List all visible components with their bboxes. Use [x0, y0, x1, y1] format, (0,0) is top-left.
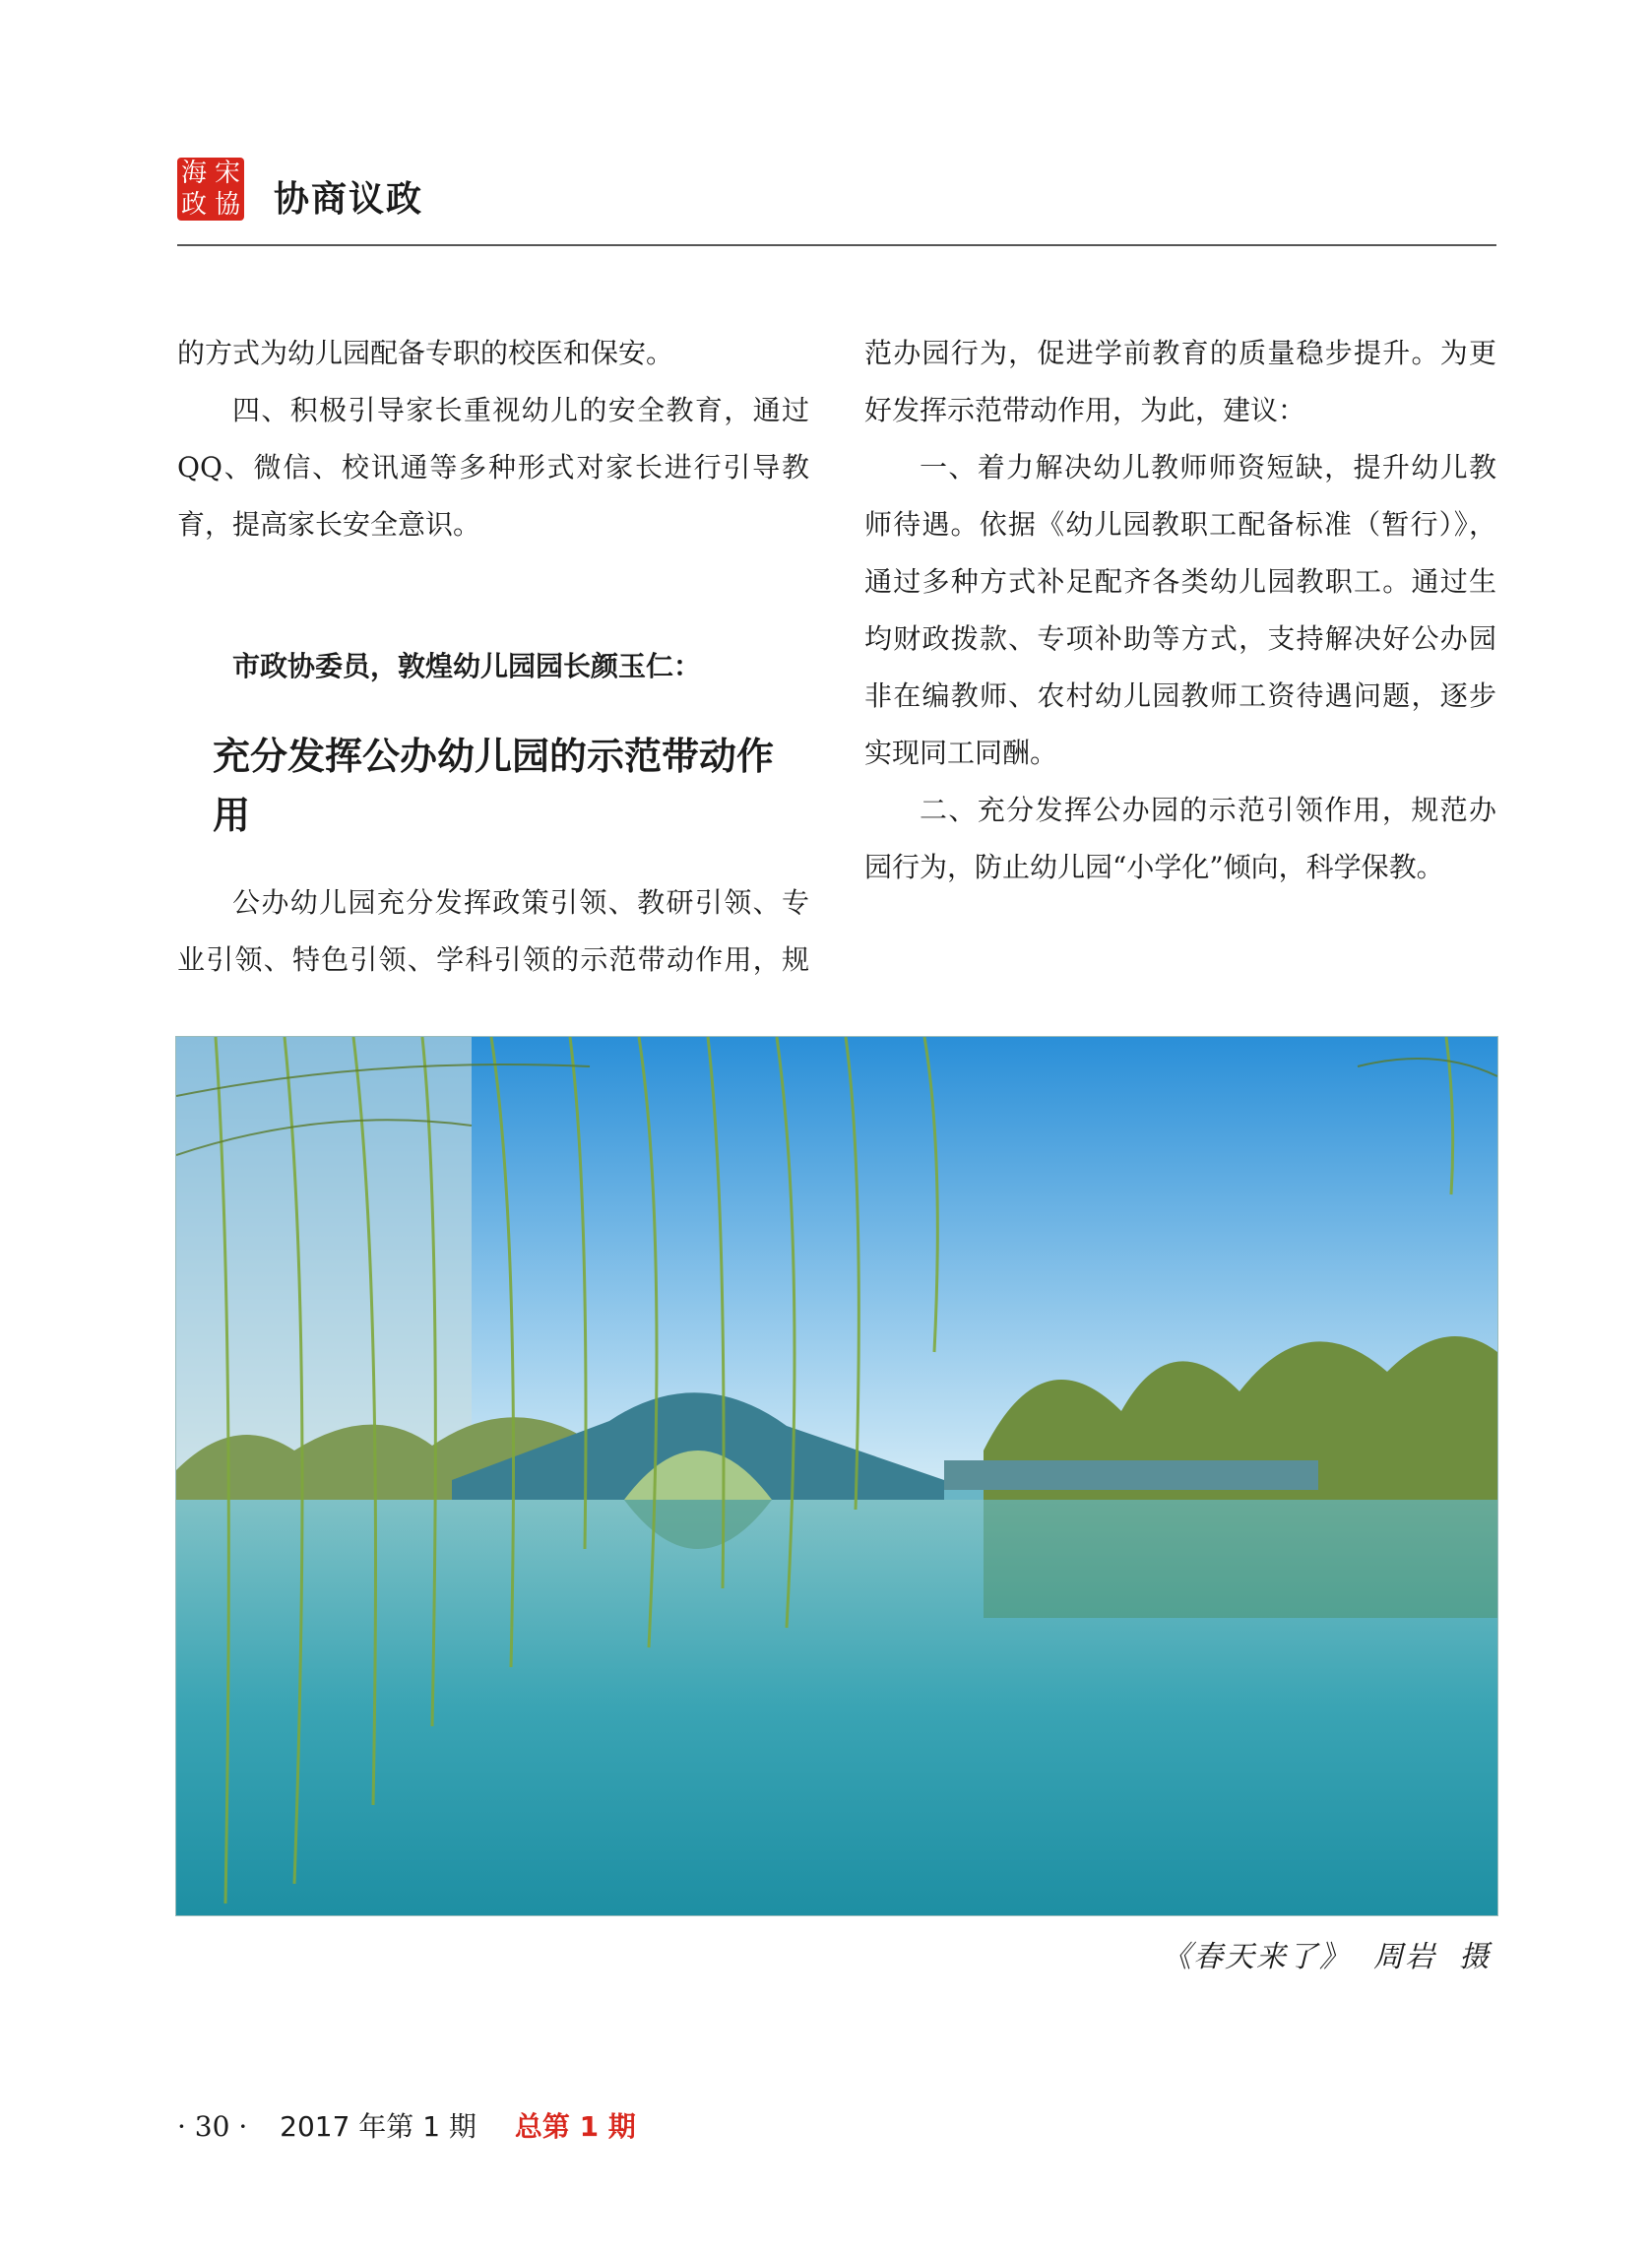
logo-char: 協 — [214, 190, 240, 220]
logo-char: 宋 — [214, 159, 240, 188]
left-column — [177, 325, 809, 989]
paragraph: 一、着力解决幼儿教师师资短缺，提升幼儿教师待遇。依据《幼儿园教职工配备标准（暂行）》，通过多种方式补足配齐各类幼儿园教职工。通过生均财政拨款、专项补助等方式，支持解决好公办园非在编教师、农村幼儿园教师工资待遇问题，逐步实现同工同酬。 — [864, 451, 1496, 769]
photo-caption: 《春天来了》 周岩 摄 — [1162, 1940, 1492, 1974]
logo-char: 海 — [180, 159, 207, 188]
paragraph: 公办幼儿园充分发挥政策引领、教研引领、专业引领、特色引领、学科引领的示范带动作用，规 — [177, 886, 809, 976]
paragraph: 四、积极引导家长重视幼儿的安全教育，通过QQ、微信、校讯通等多种形式对家长进行引导教育，提高家长安全意识。 — [177, 394, 809, 541]
section-title: 协商议政 — [274, 179, 424, 220]
logo-seal — [177, 158, 244, 221]
right-column — [864, 325, 1496, 896]
total-issue-label: 总第 1 期 — [514, 2110, 636, 2143]
issue-label: 2017 年第 1 期 — [280, 2110, 477, 2143]
page-number: · 30 · — [177, 2110, 248, 2143]
paragraph: 的方式为幼儿园配备专职的校医和保安。 — [177, 337, 674, 369]
paragraph: 范办园行为，促进学前教育的质量稳步提升。为更好发挥示范带动作用，为此，建议： — [864, 337, 1496, 426]
article-headline: 充分发挥公办幼儿园的示范带动作用 — [213, 734, 775, 837]
spring-lake-photo — [175, 1036, 1498, 1916]
page-footer — [177, 2105, 636, 2145]
paragraph: 二、充分发挥公办园的示范引领作用，规范办园行为，防止幼儿园“小学化”倾向，科学保教。 — [864, 794, 1496, 883]
photo-illustration — [176, 1037, 1497, 1915]
header-divider — [177, 244, 1496, 246]
speaker-line: 市政协委员，敦煌幼儿园园长颜玉仁： — [232, 650, 702, 682]
logo-char: 政 — [180, 190, 207, 220]
